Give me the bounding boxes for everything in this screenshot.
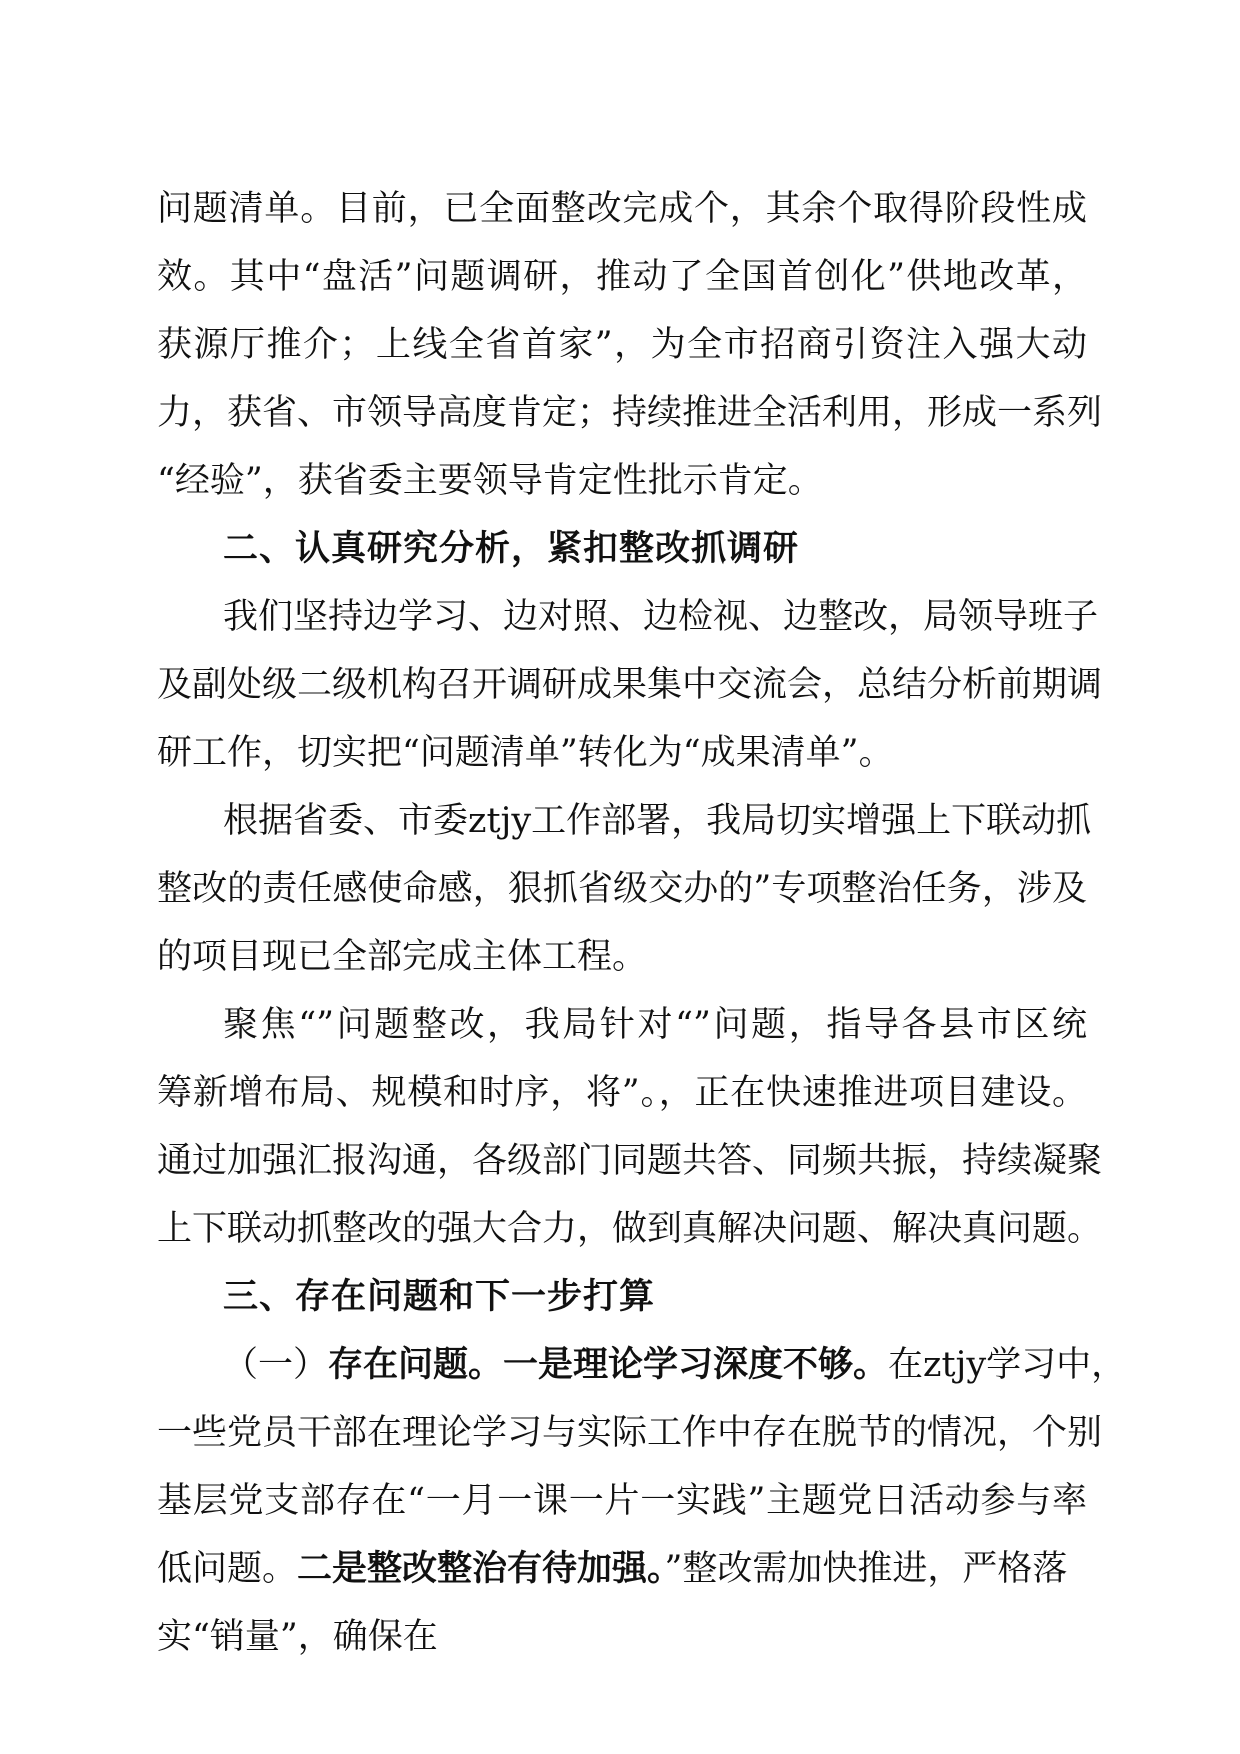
paragraph-deploy-line: 的项目现已全部完成主体工程。 (157, 937, 648, 977)
paragraph-deploy-line: 根据省委、市委ztjy工作部署，我局切实增强上下联动抓 (223, 801, 1092, 841)
paragraph-intro-line: 问题清单。目前，已全面整改完成个，其余个取得阶段性成 (157, 189, 1087, 229)
issues-prefix: （一） (223, 1345, 329, 1385)
paragraph-intro-line: 力，获省、市领导高度肯定；持续推进全活利用，形成一系列 (157, 393, 1103, 433)
paragraph-research-line: 及副处级二级机构召开调研成果集中交流会，总结分析前期调 (157, 665, 1103, 705)
paragraph-issues-line: 一些党员干部在理论学习与实际工作中存在脱节的情况，个别 (157, 1413, 1103, 1453)
section-heading: 三、存在问题和下一步打算 (223, 1277, 656, 1317)
section-heading: 二、认真研究分析，紧扣整改抓调研 (223, 529, 800, 569)
paragraph-issues-line: 实“销量”，确保在 (157, 1617, 438, 1657)
issues-text: 在ztjy学习中， (888, 1345, 1127, 1385)
paragraph-issues-line: 基层党支部存在“一月一课一片一实践”主题党日活动参与率 (157, 1481, 1087, 1521)
paragraph-research-line: 研工作，切实把“问题清单”转化为“成果清单”。 (157, 733, 894, 773)
paragraph-deploy-line: 整改的责任感使命感，狠抓省级交办的”专项整治任务，涉及 (157, 869, 1087, 909)
paragraph-intro-line: 获源厅推介；上线全省首家”，为全市招商引资注入强大动 (157, 325, 1087, 365)
issues-text: ”整改需加快推进，严格落 (664, 1549, 1068, 1589)
paragraph-intro-line: 效。其中“盘活”问题调研，推动了全国首创化”供地改革， (157, 257, 1087, 297)
issues-text: 低问题。 (157, 1549, 298, 1589)
paragraph-focus-line: 通过加强汇报沟通，各级部门同题共答、同频共振，持续凝聚 (157, 1141, 1103, 1181)
paragraph-intro-line: “经验”，获省委主要领导肯定性批示肯定。 (157, 461, 823, 501)
issues-bold-lead: 二是整改整治有待加强。 (297, 1549, 665, 1589)
paragraph-issues-line (223, 1337, 1127, 1393)
paragraph-issues-line (157, 1541, 1087, 1597)
paragraph-focus-line: 聚焦“”问题整改，我局针对“”问题，指导各县市区统 (223, 1005, 1087, 1045)
paragraph-research-line: 我们坚持边学习、边对照、边检视、边整改，局领导班子 (223, 597, 1099, 637)
issues-bold-lead: 存在问题。一是理论学习深度不够。 (328, 1345, 889, 1385)
paragraph-focus-line: 上下联动抓整改的强大合力，做到真解决问题、解决真问题。 (157, 1209, 1103, 1249)
paragraph-focus-line: 筹新增布局、规模和时序，将”。，正在快速推进项目建设。 (157, 1073, 1087, 1113)
